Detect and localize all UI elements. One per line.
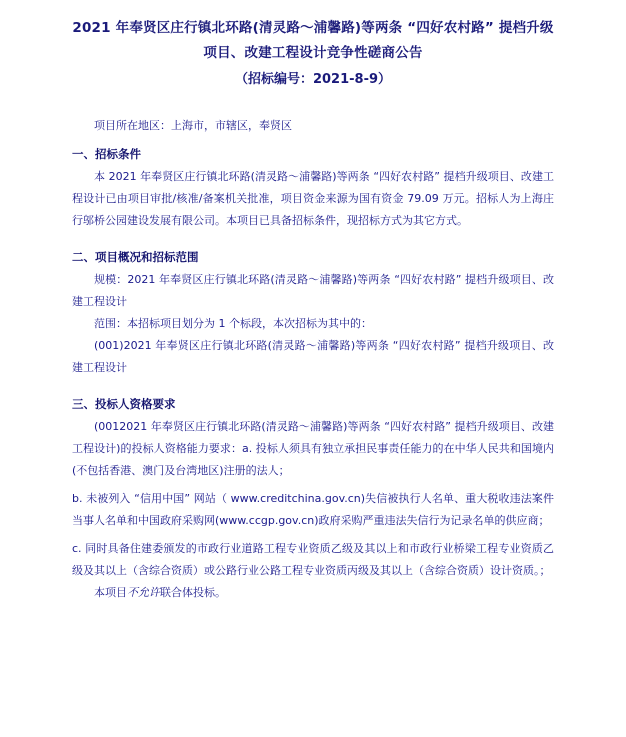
section-2-paragraph-3: (001)2021 年奉贤区庄行镇北环路(清灵路～浦馨路)等两条 “四好农村路” 提档升级项目、改建工程设计	[72, 339, 554, 375]
section-3-paragraph-3: c. 同时具备住建委颁发的市政行业道路工程专业资质乙级及其以上和市政行业桥梁工程专业资质乙级及其以上（含综合资质）或公路行业公路工程专业资质丙级及其以上（含综合资质）设计资质。；	[72, 542, 554, 578]
closing-statement	[72, 582, 554, 604]
section-1-paragraph-1: 本 2021 年奉贤区庄行镇北环路(清灵路～浦馨路)等两条 “四好农村路” 提档升级项目、改建工程设计已由项目审批/核准/备案机关批准，项目资金来源为国有资金 79.09 万元。招标人为上海庄行邬桥公园建设发展有限公司。本项目已具备招标条件，现招标方式为其它方式。	[72, 170, 554, 228]
closing-prefix: 本项目	[94, 586, 127, 600]
title-block	[72, 0, 554, 93]
closing-suffix: 联合体投标。	[160, 586, 226, 600]
section-heading-2: 二、项目概况和招标范围	[72, 250, 199, 265]
page-title	[72, 16, 554, 66]
document-body	[72, 115, 554, 604]
section-heading-3: 三、投标人资格要求	[72, 397, 176, 412]
closing-emphasis: 不允许	[127, 586, 160, 600]
section-heading-1: 一、招标条件	[72, 147, 141, 162]
page-title-line-1: 2021 年奉贤区庄行镇北环路(清灵路～浦馨路)等两条 “四好农村路” 提档升级	[72, 20, 554, 36]
section-2-paragraph-1: 规模：2021 年奉贤区庄行镇北环路(清灵路～浦馨路)等两条 “四好农村路” 提档升级项目、改建工程设计	[72, 273, 554, 309]
document-number: （招标编号：2021-8-9）	[234, 71, 392, 87]
project-region: 项目所在地区：上海市，市辖区，奉贤区	[94, 119, 292, 133]
section-3-paragraph-2: b. 未被列入 “信用中国” 网站（ www.creditchina.gov.cn)失信被执行人名单、重大税收违法案件当事人名单和中国政府采购网(www.ccgp.gov.cn)政府采购严重违法失信行为记录名单的供应商；	[72, 492, 554, 528]
page-title-line-2: 项目、改建工程设计竞争性磋商公告	[203, 44, 423, 61]
section-2-paragraph-2: 范围：本招标项目划分为 1 个标段，本次招标为其中的：	[94, 317, 372, 331]
section-3-paragraph-1: (0012021 年奉贤区庄行镇北环路(清灵路～浦馨路)等两条 “四好农村路” 提档升级项目、改建工程设计)的投标人资格能力要求：a. 投标人须具有独立承担民事责任能力的在中华人民共和国境内(不包括香港、澳门及台湾地区)注册的法人；	[72, 420, 554, 478]
